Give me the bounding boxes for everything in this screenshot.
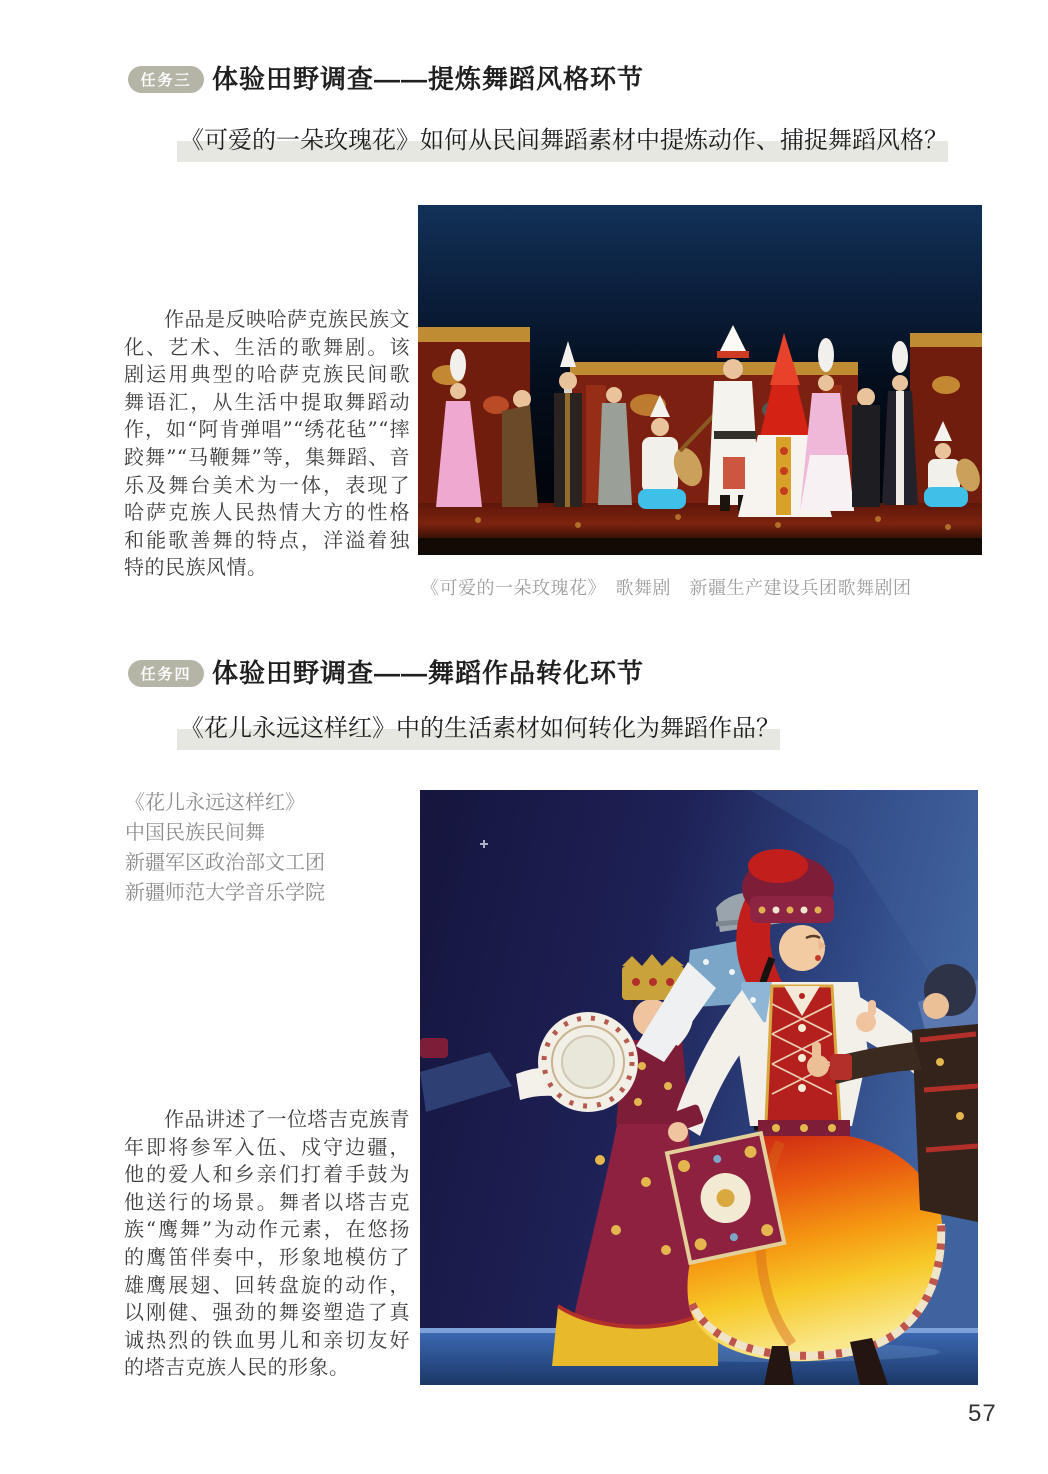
section4-paragraph: 作品讲述了一位塔吉克族青年即将参军入伍、戍守边疆，他的爱人和乡亲们打着手鼓为他送行的场景。舞者以塔吉克族“鹰舞”为动作元素，在悠扬的鹰笛伴奏中，形象地模仿了雄鹰展翅、回转盘旋的动作，以刚健、强劲的舞姿塑造了真诚热烈的铁血男儿和亲切友好的塔吉克族人民的形象。 bbox=[124, 1107, 410, 1380]
section4-title: 体验田野调查——舞蹈作品转化环节 bbox=[212, 658, 645, 688]
photo1-caption: 《可爱的一朵玫瑰花》 歌舞剧 新疆生产建设兵团歌舞剧团 bbox=[421, 578, 912, 598]
photo-eagle-dance bbox=[420, 790, 978, 1385]
stage-edge bbox=[418, 538, 982, 555]
stage-scene-illustration bbox=[418, 205, 982, 555]
section3-title: 体验田野调查——提炼舞蹈风格环节 bbox=[212, 64, 645, 94]
task4-badge: 任务四 bbox=[128, 660, 204, 687]
section4-question-text: 《花儿永远这样红》中的生活素材如何转化为舞蹈作品？ bbox=[180, 714, 780, 742]
credit-work-title: 《花儿永远这样红》 bbox=[125, 792, 305, 814]
dance-scene-illustration bbox=[420, 790, 978, 1385]
section4-question bbox=[180, 714, 780, 750]
photo-song-dance-drama bbox=[418, 205, 982, 555]
stage-carpet bbox=[418, 503, 982, 541]
section3-paragraph: 作品是反映哈萨克族民族文化、艺术、生活的歌舞剧。该剧运用典型的哈萨克族民间歌舞语汇，从生活中提取舞蹈动作，如“阿肯弹唱”“绣花毡”“摔跤舞”“马鞭舞”等，集舞蹈、音乐及舞台美术为一体，表现了哈萨克族人民热情大方的性格和能歌善舞的特点，洋溢着独特的民族风情。 bbox=[124, 307, 410, 580]
credit-genre: 中国民族民间舞 bbox=[125, 822, 265, 844]
task3-badge: 任务三 bbox=[128, 66, 204, 93]
work-credits-list bbox=[125, 788, 325, 908]
section3-question bbox=[180, 126, 948, 162]
credit-troupe-1: 新疆军区政治部文工团 bbox=[125, 852, 325, 874]
credit-troupe-2: 新疆师范大学音乐学院 bbox=[125, 882, 325, 904]
page-number: 57 bbox=[968, 1400, 997, 1427]
section3-question-text: 《可爱的一朵玫瑰花》如何从民间舞蹈素材中提炼动作、捕捉舞蹈风格？ bbox=[180, 126, 948, 154]
